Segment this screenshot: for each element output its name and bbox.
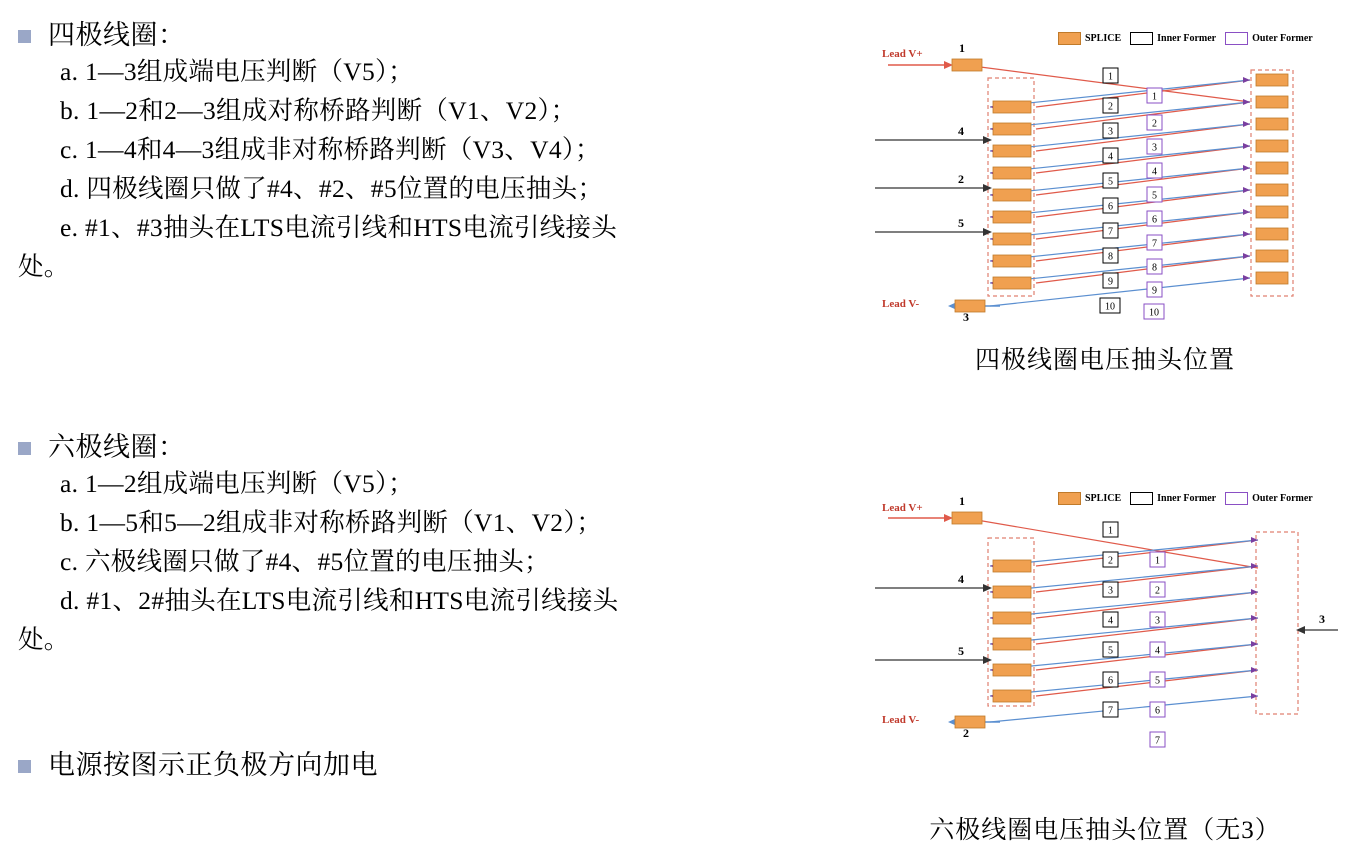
quadrupole-svg (860, 10, 1350, 330)
svg-text:8: 8 (1152, 262, 1157, 274)
svg-text:6: 6 (1108, 675, 1113, 687)
bullet-heading-text: 六极线圈： (48, 432, 186, 462)
svg-text:10: 10 (1105, 301, 1115, 313)
svg-text:9: 9 (1152, 285, 1157, 297)
svg-text:3: 3 (1155, 615, 1160, 627)
bullet-heading-text: 电源按图示正负极方向加电 (48, 750, 378, 780)
svg-text:2: 2 (1155, 585, 1160, 597)
sextupole-svg (860, 470, 1350, 760)
tap-arrow-right-head (1296, 626, 1305, 634)
quadrupole-coil-diagram (860, 10, 1350, 330)
bullet-heading (18, 18, 848, 52)
legend-label-outer-former: Outer Former (1252, 33, 1313, 44)
inner-former-squares (1100, 68, 1120, 313)
svg-text:1: 1 (1108, 525, 1113, 537)
svg-text:6: 6 (1108, 201, 1113, 213)
bullet-block-quadrupole (18, 18, 848, 286)
tap-label-5: 5 (958, 644, 964, 658)
svg-text:4: 4 (1155, 645, 1160, 657)
svg-text:5: 5 (1108, 176, 1113, 188)
list-item: a. 1—3组成端电压判断（V5）； (60, 57, 414, 86)
svg-text:5: 5 (1152, 190, 1157, 202)
tap-arrows (875, 140, 986, 232)
list-item: b. 1—5和5—2组成非对称桥路判断（V1、V2）； (60, 508, 603, 537)
tap-label-4: 4 (958, 572, 964, 586)
svg-text:6: 6 (1152, 214, 1157, 226)
square-bullet-icon (18, 30, 31, 43)
legend-label-splice: SPLICE (1085, 493, 1122, 504)
list-item: d. #1、2#抽头在LTS电流引线和HTS电流引线接头 (60, 586, 619, 615)
legend-label-inner-former: Inner Former (1157, 493, 1217, 504)
list-item: c. 1—4和4—3组成非对称桥路判断（V3、V4）； (60, 135, 601, 164)
svg-text:2: 2 (1108, 101, 1113, 113)
svg-text:4: 4 (1152, 166, 1157, 178)
sextupole-coil-diagram (860, 470, 1350, 760)
bullet-heading (18, 748, 848, 782)
list-item: d. 四极线圈只做了#4、#2、#5位置的电压抽头； (60, 174, 604, 203)
svg-text:10: 10 (1149, 307, 1159, 319)
list-item: e. #1、#3抽头在LTS电流引线和HTS电流引线接头 (60, 213, 618, 242)
tap-label-4: 4 (958, 124, 964, 138)
bullet-heading (18, 430, 848, 464)
svg-text:4: 4 (1108, 151, 1113, 163)
svg-text:7: 7 (1155, 735, 1160, 747)
splice-right-group (1256, 74, 1288, 284)
sextupole-caption: 六极线圈电压抽头位置（无3） (929, 817, 1281, 844)
svg-text:7: 7 (1152, 238, 1157, 250)
svg-text:8: 8 (1108, 251, 1113, 263)
outer-former-dashed-box (1256, 532, 1298, 714)
tap-label-5: 5 (958, 216, 964, 230)
svg-text:3: 3 (1152, 142, 1157, 154)
list-item: a. 1—2组成端电压判断（V5）； (60, 469, 414, 498)
svg-text:7: 7 (1108, 705, 1113, 717)
legend-label-outer-former: Outer Former (1252, 493, 1313, 504)
bullet-block-power-supply (18, 748, 848, 782)
square-bullet-icon (18, 760, 31, 773)
lead-positive-label: Lead V+ (882, 502, 923, 514)
node-number-3: 3 (963, 310, 969, 324)
node-number-1: 1 (959, 41, 965, 55)
outer-former-squares (1150, 552, 1165, 747)
svg-text:2: 2 (1108, 555, 1113, 567)
list-item: b. 1—2和2—3组成对称桥路判断（V1、V2）； (60, 96, 577, 125)
svg-text:5: 5 (1155, 675, 1160, 687)
node-number-1: 1 (959, 494, 965, 508)
legend-label-splice: SPLICE (1085, 33, 1122, 44)
svg-text:3: 3 (1108, 585, 1113, 597)
quadrupole-caption: 四极线圈电压抽头位置 (974, 347, 1235, 374)
lead-negative-label: Lead V- (882, 714, 920, 726)
node-number-2: 2 (963, 726, 969, 740)
tap-label-2: 2 (958, 172, 964, 186)
lead-positive-label: Lead V+ (882, 48, 923, 60)
svg-text:1: 1 (1108, 71, 1113, 83)
svg-text:5: 5 (1108, 645, 1113, 657)
svg-text:3: 3 (1108, 126, 1113, 138)
svg-text:6: 6 (1155, 705, 1160, 717)
svg-text:4: 4 (1108, 615, 1113, 627)
tap-arrows (875, 588, 986, 660)
bullet-heading-text: 四极线圈： (48, 20, 186, 50)
list-item-continuation: 处。 (18, 252, 70, 281)
list-item: c. 六极线圈只做了#4、#5位置的电压抽头； (60, 547, 550, 576)
svg-text:7: 7 (1108, 226, 1113, 238)
splice-right-group (1262, 534, 1292, 546)
list-item-continuation: 处。 (18, 625, 70, 654)
svg-text:1: 1 (1155, 555, 1160, 567)
diagram-panel (860, 0, 1350, 854)
tap-arrowheads (983, 584, 992, 664)
bullet-block-sextupole (18, 430, 848, 659)
legend-label-inner-former: Inner Former (1157, 33, 1217, 44)
svg-text:1: 1 (1152, 91, 1157, 103)
svg-text:2: 2 (1152, 118, 1157, 130)
square-bullet-icon (18, 442, 31, 455)
lead-negative-label: Lead V- (882, 298, 920, 310)
svg-text:9: 9 (1108, 276, 1113, 288)
tap-label-3: 3 (1319, 612, 1325, 626)
